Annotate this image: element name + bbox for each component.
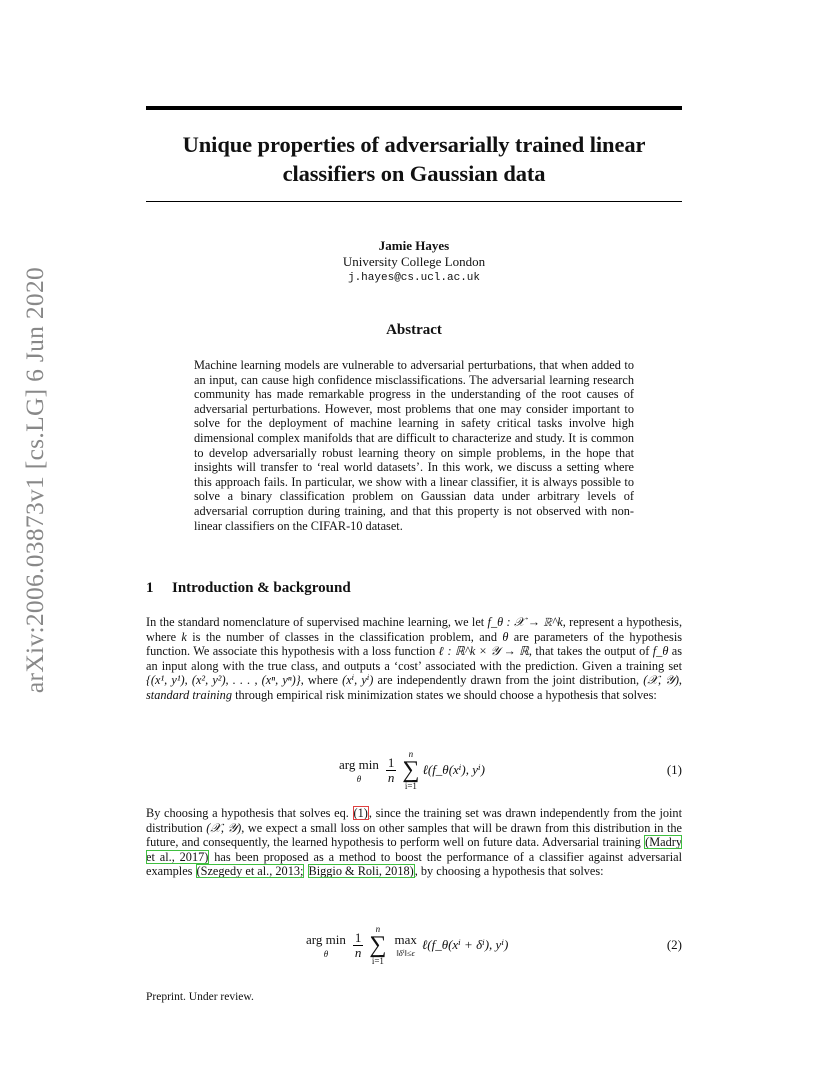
summation <box>402 749 419 791</box>
citation-link[interactable]: Biggio & Roli, 2018) <box>308 864 414 879</box>
abstract-heading: Abstract <box>386 322 442 338</box>
sum-upper-limit: n <box>408 749 414 759</box>
math-inline: (xⁱ, yⁱ) <box>342 673 374 688</box>
argmin-label: arg min <box>339 756 379 772</box>
equation-expression: ℓ(f_θ(xⁱ + δⁱ), yⁱ) <box>421 937 509 952</box>
text-span: has been proposed as a method to boost the performance of a classifier against adversarial examples <box>146 849 682 879</box>
math-inline: (𝒳, 𝒴) <box>206 820 242 835</box>
section-heading <box>146 580 351 597</box>
author-name: Jamie Hayes <box>378 238 450 253</box>
equation-1 <box>146 745 682 795</box>
fraction-denominator: n <box>387 769 395 785</box>
author-email: j.hayes@cs.ucl.ac.uk <box>347 272 481 284</box>
equation-number: (1) <box>666 762 682 777</box>
arxiv-identifier-text: arXiv:2006.03873v1 [cs.LG] 6 Jun 2020 <box>20 266 49 694</box>
title-bottom-rule <box>146 201 682 202</box>
text-span: , that takes the output of <box>528 644 650 659</box>
argmin-operator <box>306 932 346 959</box>
text-span: , we expect a small loss on other samples that will be drawn from this distribution in the future, and consequently, the learned hypothesis to perform well on future data. Adversarial training <box>146 820 682 850</box>
citation-link[interactable]: (Madry et al., 2017) <box>146 835 683 864</box>
title-line-2: classifiers on Gaussian data <box>282 161 546 186</box>
text-span: are independently drawn from the joint distribution, <box>377 673 640 688</box>
citation-link[interactable]: (Szegedy et al., 2013; <box>196 864 304 879</box>
intro-paragraph-2 <box>146 806 682 879</box>
math-inline: k <box>181 629 187 644</box>
sum-lower-limit: i=1 <box>404 781 417 791</box>
section-title: Introduction & background <box>172 580 351 596</box>
abstract-body: Machine learning models are vulnerable to adversarial perturbations, that when added to an input, can cause high confidence misclassifications. The adversarial learning research community has made remarkable progress in the understanding of the root causes of adversarial perturbations. However, most problems that one may consider important to solve for the deployment of machine learning in safety critical tasks involve high dimensional complex manifolds that are difficult to characterize and study. It is common to develop adversarially robust learning theory on simple problems, in the hope that insights will transfer to ‘real world datasets’. In this work, we discuss a setting where this approach fails. In particular, we show with a linear classifier, it is always possible to solve a binary classification problem on Gaussian data under arbitrary levels of adversarial corruption during training, and that this property is not observed with non-linear classifiers on the CIFAR-10 dataset. <box>194 358 634 533</box>
equation-reference-link[interactable]: (1) <box>353 806 368 820</box>
emphasis-span: standard training <box>146 687 232 702</box>
text-span: , where <box>300 673 338 688</box>
fraction-numerator: 1 <box>354 929 362 945</box>
max-operator <box>394 932 416 959</box>
equation-2 <box>146 920 682 970</box>
sigma-symbol: ∑ <box>402 757 420 783</box>
text-span: , represent a hypothesis, where <box>146 615 683 644</box>
sum-upper-limit: n <box>375 924 381 934</box>
title-top-rule <box>146 106 682 110</box>
sigma-symbol: ∑ <box>369 932 387 958</box>
argmin-label: arg min <box>306 931 346 947</box>
paper-title <box>146 130 682 188</box>
max-label: max <box>394 931 417 947</box>
author-affiliation: University College London <box>342 254 486 269</box>
summation <box>369 924 386 966</box>
math-inline: {(x¹, y¹), (x², y²), . . . , (xⁿ, yⁿ)} <box>146 673 301 688</box>
text-span: , since the training set was drawn independently from the joint distribution <box>146 806 683 835</box>
text-span: through empirical risk minimization states we should choose a hypothesis that solves: <box>235 687 657 702</box>
footer-note: Preprint. Under review. <box>146 991 254 1003</box>
math-inline: f_θ <box>652 644 669 659</box>
math-inline: (𝒳, 𝒴) <box>643 673 679 688</box>
equation-1-body <box>339 745 485 795</box>
fraction <box>386 756 397 785</box>
text-span: , by choosing a hypothesis that solves: <box>414 864 604 879</box>
section-number: 1 <box>146 580 154 596</box>
title-line-1: Unique properties of adversarially trained linear <box>182 132 646 157</box>
fraction-numerator: 1 <box>387 754 395 770</box>
equation-expression: ℓ(f_θ(xⁱ), yⁱ) <box>422 762 485 777</box>
max-subscript: ‖δⁱ‖≤ϵ <box>396 947 415 958</box>
math-inline: θ <box>502 629 509 644</box>
equation-number: (2) <box>666 937 682 952</box>
text-span: is the number of classes in the classification problem, and <box>192 629 497 644</box>
math-inline: f_θ : 𝒳 → ℝ^k <box>487 615 563 629</box>
text-span: In the standard nomenclature of supervised machine learning, we let <box>146 615 485 629</box>
author-block <box>146 238 682 286</box>
equation-2-body <box>306 920 508 970</box>
argmin-subscript: θ <box>323 948 329 959</box>
fraction-denominator: n <box>354 944 362 960</box>
argmin-operator <box>339 757 379 784</box>
text-span: By choosing a hypothesis that solves eq. <box>146 806 349 820</box>
text-span: are parameters of the hypothesis function. We associate this hypothesis with a loss function <box>146 629 683 659</box>
intro-paragraph-1: In the standard nomenclature of supervised machine learning, we let f_θ : 𝒳 → ℝ^k, represent a hypothesis, where k is the number of classes in the classification problem, and θ are parameters of the hypothesis function. We associate this hypothesis with a loss function ℓ : ℝ^k × 𝒴 → ℝ, that takes the output of f_θ as an input along with the true class, and outputs a ‘cost’ associated with the prediction. Given a training set {(x¹, y¹), (x², y²), . . . , (xⁿ, yⁿ)}, where (xⁱ, yⁱ) are independently drawn from the joint distribution, (𝒳, 𝒴), standard training through empirical risk minimization states we should choose a hypothesis that solves: <box>146 615 683 702</box>
fraction <box>353 931 364 960</box>
argmin-subscript: θ <box>356 773 362 784</box>
sum-lower-limit: i=1 <box>371 956 384 966</box>
text-span: as an input along with the true class, and outputs a ‘cost’ associated with the prediction. Given a training set <box>146 644 683 673</box>
math-inline: ℓ : ℝ^k × 𝒴 → ℝ <box>438 644 529 659</box>
